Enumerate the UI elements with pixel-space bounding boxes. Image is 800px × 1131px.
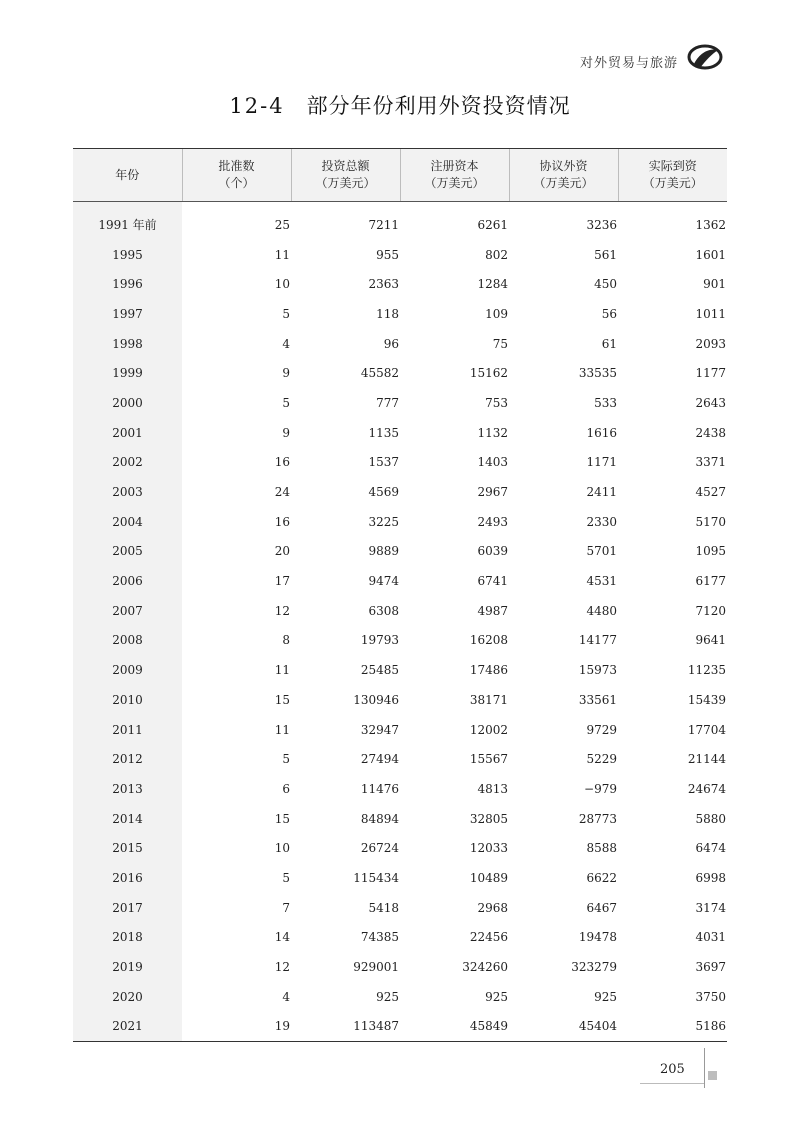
value-cell: 925 [485, 989, 508, 1004]
value-cell: 11 [274, 663, 290, 678]
year-cell: 2018 [73, 923, 182, 953]
year-cell: 2001 [73, 418, 182, 448]
value-cell: 1284 [477, 277, 508, 292]
column-header-5 [618, 149, 727, 202]
value-cell: 5880 [695, 811, 726, 826]
column-unit: （万美元） [315, 176, 376, 190]
table-row [73, 744, 727, 774]
year-cell: 2017 [73, 893, 182, 923]
value-cell: 6 [282, 781, 290, 796]
table-row [73, 655, 727, 685]
value-cell: 16 [274, 455, 290, 470]
value-cell: 12 [274, 603, 290, 618]
value-cell: 1362 [695, 217, 726, 232]
value-cell: 925 [376, 989, 399, 1004]
value-cell: 26724 [360, 841, 399, 856]
value-cell: 19478 [578, 930, 617, 945]
page-divider [704, 1048, 705, 1088]
table-row [73, 537, 727, 567]
table-row [73, 269, 727, 299]
value-cell: 1177 [695, 366, 726, 381]
value-cell: 4569 [368, 485, 399, 500]
year-cell: 2014 [73, 804, 182, 834]
value-cell: −979 [584, 781, 617, 796]
value-cell: 15162 [469, 366, 508, 381]
value-cell: 109 [485, 306, 508, 321]
year-cell: 1996 [73, 269, 182, 299]
value-cell: 6261 [477, 217, 508, 232]
value-cell: 5 [282, 395, 290, 410]
value-cell: 324260 [462, 960, 508, 975]
value-cell: 1537 [368, 455, 399, 470]
table-row [73, 329, 727, 359]
value-cell: 6177 [695, 574, 726, 589]
year-cell: 2009 [73, 655, 182, 685]
value-cell: 22456 [469, 930, 508, 945]
year-cell: 1998 [73, 329, 182, 359]
value-cell: 32947 [360, 722, 399, 737]
value-cell: 8 [282, 633, 290, 648]
value-cell: 11 [274, 247, 290, 262]
value-cell: 5 [282, 752, 290, 767]
column-header-2 [291, 149, 400, 202]
value-cell: 1132 [477, 425, 508, 440]
value-cell: 2093 [695, 336, 726, 351]
value-cell: 6474 [695, 841, 726, 856]
value-cell: 56 [601, 306, 617, 321]
value-cell: 3750 [695, 989, 726, 1004]
table-row [73, 804, 727, 834]
value-cell: 9474 [368, 574, 399, 589]
value-cell: 323279 [571, 960, 617, 975]
value-cell: 6308 [368, 603, 399, 618]
value-cell: 3371 [695, 455, 726, 470]
value-cell: 16208 [469, 633, 508, 648]
value-cell: 130946 [353, 692, 399, 707]
value-cell: 2968 [477, 900, 508, 915]
value-cell: 2411 [586, 485, 617, 500]
column-label: 注册资本 [430, 159, 479, 173]
value-cell: 3697 [695, 960, 726, 975]
year-cell: 2004 [73, 507, 182, 537]
value-cell: 3236 [586, 217, 617, 232]
section-header: 对外贸易与旅游 [579, 56, 678, 71]
year-cell: 1991 年前 [73, 202, 182, 240]
column-header-0 [73, 149, 182, 202]
value-cell: 1171 [586, 455, 617, 470]
year-cell: 2006 [73, 566, 182, 596]
value-cell: 45404 [509, 1012, 618, 1042]
column-label: 批准数 [218, 159, 255, 173]
table-row [73, 893, 727, 923]
table-row [73, 982, 727, 1012]
value-cell: 115434 [353, 870, 399, 885]
value-cell: 17 [274, 574, 290, 589]
year-cell: 2021 [73, 1012, 182, 1042]
value-cell: 15439 [687, 692, 726, 707]
year-cell: 2000 [73, 388, 182, 418]
value-cell: 7211 [368, 217, 399, 232]
value-cell: 14 [274, 930, 290, 945]
value-cell: 2330 [586, 514, 617, 529]
value-cell: 5186 [618, 1012, 727, 1042]
table-row [73, 202, 727, 240]
value-cell: 3225 [368, 514, 399, 529]
year-cell: 1999 [73, 358, 182, 388]
value-cell: 955 [376, 247, 399, 262]
column-header-4 [509, 149, 618, 202]
value-cell: 33561 [578, 692, 617, 707]
column-label: 投资总额 [321, 159, 370, 173]
value-cell: 2363 [368, 277, 399, 292]
value-cell: 27494 [360, 752, 399, 767]
value-cell: 20 [274, 544, 290, 559]
table-row [73, 923, 727, 953]
table-row [73, 952, 727, 982]
table-row [73, 1012, 727, 1042]
column-label: 年份 [115, 167, 140, 182]
table-row [73, 358, 727, 388]
value-cell: 12033 [469, 841, 508, 856]
value-cell: 4480 [586, 603, 617, 618]
year-cell: 1995 [73, 240, 182, 270]
value-cell: 4031 [695, 930, 726, 945]
value-cell: 9 [282, 366, 290, 381]
year-cell: 2020 [73, 982, 182, 1012]
value-cell: 118 [376, 306, 399, 321]
value-cell: 15567 [469, 752, 508, 767]
value-cell: 15 [274, 811, 290, 826]
column-label: 实际到资 [648, 159, 697, 173]
value-cell: 16 [274, 514, 290, 529]
value-cell: 925 [594, 989, 617, 1004]
value-cell: 10489 [469, 870, 508, 885]
value-cell: 33535 [578, 366, 617, 381]
value-cell: 7120 [695, 603, 726, 618]
value-cell: 5229 [586, 752, 617, 767]
value-cell: 1616 [586, 425, 617, 440]
column-unit: （万美元） [533, 176, 594, 190]
year-cell: 2012 [73, 744, 182, 774]
value-cell: 17704 [687, 722, 726, 737]
value-cell: 14177 [578, 633, 617, 648]
value-cell: 4531 [586, 574, 617, 589]
value-cell: 25 [274, 217, 290, 232]
value-cell: 96 [383, 336, 399, 351]
year-cell: 1997 [73, 299, 182, 329]
value-cell: 75 [492, 336, 508, 351]
value-cell: 25485 [360, 663, 399, 678]
page-title [0, 90, 800, 120]
table-number: 12-4 [229, 94, 285, 118]
value-cell: 61 [601, 336, 617, 351]
value-cell: 15973 [578, 663, 617, 678]
value-cell: 4987 [477, 603, 508, 618]
value-cell: 7 [282, 900, 290, 915]
value-cell: 6622 [586, 870, 617, 885]
value-cell: 561 [594, 247, 617, 262]
value-cell: 10 [274, 277, 290, 292]
value-cell: 6741 [477, 574, 508, 589]
value-cell: 2643 [695, 395, 726, 410]
value-cell: 4813 [477, 781, 508, 796]
value-cell: 12002 [469, 722, 508, 737]
swirl-logo-icon [686, 42, 724, 72]
column-header-1 [182, 149, 291, 202]
year-cell: 2003 [73, 477, 182, 507]
value-cell: 777 [376, 395, 399, 410]
table-row [73, 596, 727, 626]
value-cell: 8588 [586, 841, 617, 856]
year-cell: 2007 [73, 596, 182, 626]
investment-table [73, 148, 727, 1042]
value-cell: 45849 [400, 1012, 509, 1042]
value-cell: 11476 [360, 781, 399, 796]
value-cell: 6039 [477, 544, 508, 559]
value-cell: 450 [594, 277, 617, 292]
value-cell: 45582 [360, 366, 399, 381]
column-label: 协议外资 [539, 159, 588, 173]
table-title: 部分年份利用外资投资情况 [306, 94, 571, 118]
value-cell: 9729 [586, 722, 617, 737]
year-cell: 2008 [73, 626, 182, 656]
value-cell: 1601 [695, 247, 726, 262]
column-unit: （万美元） [424, 176, 485, 190]
table-row [73, 685, 727, 715]
year-cell: 2016 [73, 863, 182, 893]
value-cell: 9641 [695, 633, 726, 648]
table-row [73, 715, 727, 745]
year-cell: 2015 [73, 833, 182, 863]
value-cell: 113487 [291, 1012, 400, 1042]
value-cell: 19 [182, 1012, 291, 1042]
year-cell: 2002 [73, 448, 182, 478]
value-cell: 32805 [469, 811, 508, 826]
year-cell: 2011 [73, 715, 182, 745]
value-cell: 6467 [586, 900, 617, 915]
value-cell: 6998 [695, 870, 726, 885]
value-cell: 10 [274, 841, 290, 856]
value-cell: 2493 [477, 514, 508, 529]
value-cell: 5701 [586, 544, 617, 559]
table-row [73, 507, 727, 537]
value-cell: 9 [282, 425, 290, 440]
table-body [73, 202, 727, 1042]
value-cell: 5418 [368, 900, 399, 915]
value-cell: 1135 [368, 425, 399, 440]
value-cell: 1011 [695, 306, 726, 321]
value-cell: 929001 [353, 960, 399, 975]
table-header-row [73, 149, 727, 202]
table-row [73, 299, 727, 329]
value-cell: 28773 [578, 811, 617, 826]
table-row [73, 566, 727, 596]
value-cell: 9889 [368, 544, 399, 559]
value-cell: 19793 [360, 633, 399, 648]
value-cell: 753 [485, 395, 508, 410]
value-cell: 2967 [477, 485, 508, 500]
table-row [73, 477, 727, 507]
value-cell: 2438 [695, 425, 726, 440]
year-cell: 2019 [73, 952, 182, 982]
value-cell: 5 [282, 870, 290, 885]
value-cell: 3174 [695, 900, 726, 915]
table-row [73, 240, 727, 270]
column-header-3 [400, 149, 509, 202]
year-cell: 2005 [73, 537, 182, 567]
value-cell: 21144 [687, 752, 726, 767]
table-row [73, 774, 727, 804]
value-cell: 533 [594, 395, 617, 410]
value-cell: 1403 [477, 455, 508, 470]
year-cell: 2013 [73, 774, 182, 804]
value-cell: 12 [274, 960, 290, 975]
year-cell: 2010 [73, 685, 182, 715]
value-cell: 5 [282, 306, 290, 321]
table-row [73, 626, 727, 656]
value-cell: 1095 [695, 544, 726, 559]
column-unit: （个） [218, 176, 255, 190]
value-cell: 901 [703, 277, 726, 292]
value-cell: 24 [274, 485, 290, 500]
table-row [73, 418, 727, 448]
value-cell: 5170 [695, 514, 726, 529]
value-cell: 11 [274, 722, 290, 737]
square-marker-icon [708, 1071, 717, 1080]
table-row [73, 833, 727, 863]
table-row [73, 863, 727, 893]
value-cell: 84894 [360, 811, 399, 826]
page-number: 205 [660, 1062, 685, 1077]
table-row [73, 448, 727, 478]
value-cell: 802 [485, 247, 508, 262]
table-row [73, 388, 727, 418]
value-cell: 15 [274, 692, 290, 707]
column-unit: （万美元） [642, 176, 703, 190]
value-cell: 38171 [469, 692, 508, 707]
value-cell: 17486 [469, 663, 508, 678]
page-rule [640, 1083, 704, 1084]
value-cell: 11235 [687, 663, 726, 678]
value-cell: 4 [282, 336, 290, 351]
value-cell: 4 [282, 989, 290, 1004]
value-cell: 74385 [360, 930, 399, 945]
value-cell: 4527 [695, 485, 726, 500]
value-cell: 24674 [687, 781, 726, 796]
